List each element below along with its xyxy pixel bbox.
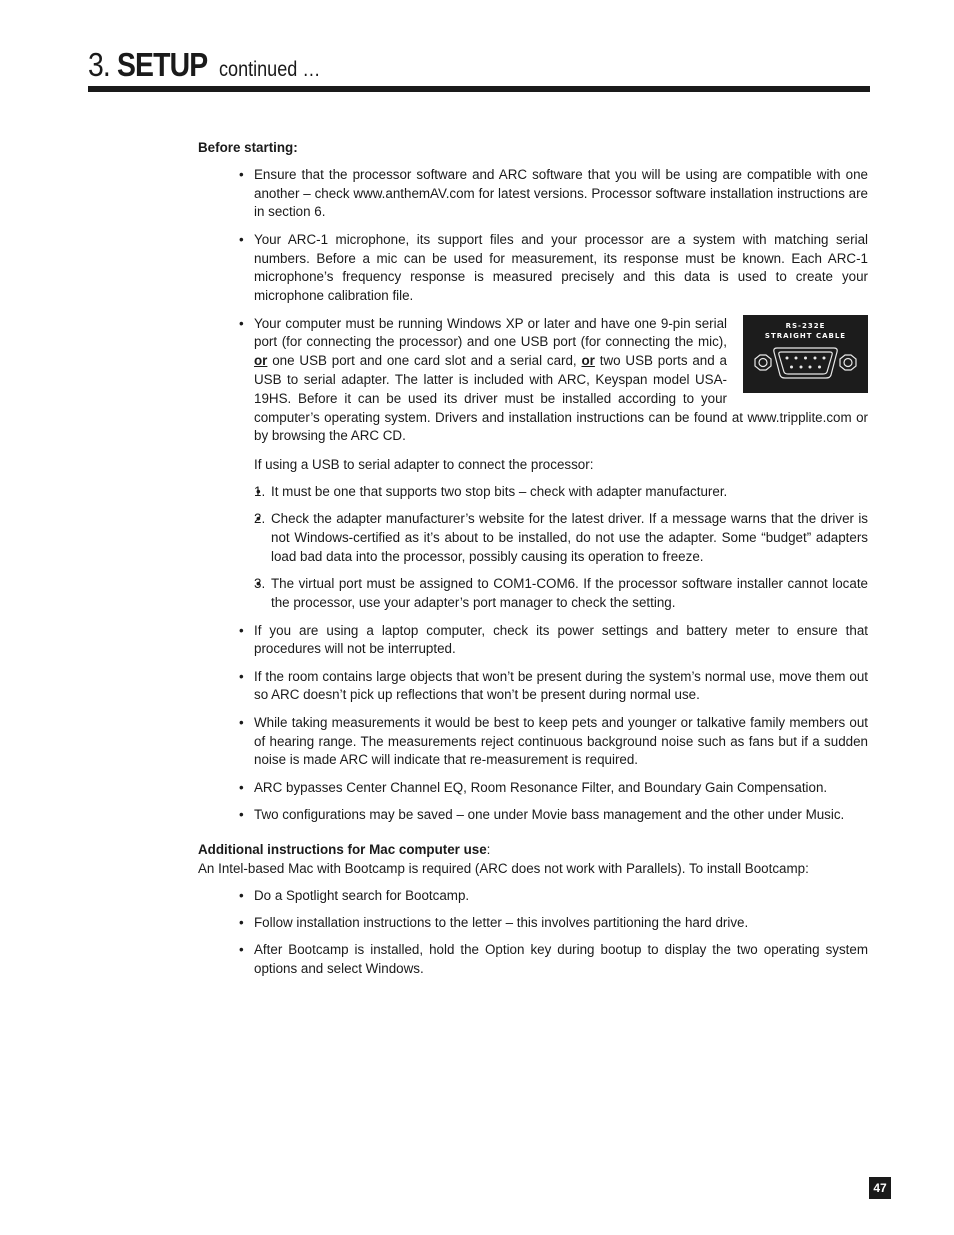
rs232-caption-line2: STRAIGHT CABLE — [764, 331, 847, 340]
bullet3-text-part1: Your computer must be running Windows XP or later and have one 9-pin serial port (for connecting the processor) and one USB port (for connecting the mic), — [254, 315, 727, 350]
list-item: • Ensure that the processor software and ARC software that you will be using are compatible with one another – check www.anthemAV.com for latest versions. Processor software installation instructions are in section 6. — [254, 166, 868, 222]
step-number: • 3. — [254, 576, 266, 592]
section-subtitle: continued … — [218, 58, 321, 81]
db9-connector-icon — [743, 315, 868, 393]
mac-instructions — [198, 841, 868, 979]
mac-intro: An Intel-based Mac with Bootcamp is required (ARC does not work with Parallels). To install Bootcamp: — [198, 860, 809, 876]
list-item: • If the room contains large objects that won’t be present during the system’s normal use, move them out so ARC doesn’t pick up reflections that won’t be present during normal use. — [254, 668, 868, 706]
or-emphasis: or — [581, 353, 595, 369]
rs232-cable-image — [743, 315, 868, 393]
list-item: • ARC bypasses Center Channel EQ, Room Resonance Filter, and Boundary Gain Compensation. — [254, 779, 868, 798]
list-item: • Do a Spotlight search for Bootcamp. — [254, 887, 868, 906]
list-item: • After Bootcamp is installed, hold the Option key during bootup to display the two operating system options and select Windows. — [254, 941, 868, 979]
list-item — [254, 315, 868, 613]
step-text: The virtual port must be assigned to COM1-COM6. If the processor software installer cannot locate the processor, use your adapter’s port manager to check the setting. — [271, 576, 868, 611]
mac-heading-line — [198, 841, 868, 860]
page-number: 47 — [869, 1177, 891, 1199]
list-item: • Your ARC-1 microphone, its support files and your processor are a system with matching serial numbers. Before a mic can be used for measurement, its response must be known. Each ARC-1 microphone’s frequency response is measured precisely and this data is used to create your microphone calibration file. — [254, 231, 868, 306]
section-number: 3. — [88, 46, 110, 83]
mac-heading: Additional instructions for Mac computer use — [198, 842, 487, 858]
step-number: • 1. — [254, 483, 266, 499]
step-item — [254, 510, 868, 566]
bullet3-text-part3: two USB ports and a USB to serial adapter. The latter is included with ARC, Keyspan model USA-19HS. Before it can be used its driver must be installed according to your computer’s operating system. Drivers and installation instructions can be found at www.tripplite.com or by browsing the ARC CD. — [254, 353, 868, 444]
mac-heading-colon: : — [486, 842, 491, 858]
list-item: • If you are using a laptop computer, check its power settings and battery meter to ensure that procedures will not be interrupted. — [254, 622, 868, 660]
section-name: SETUP — [116, 46, 207, 83]
step-item — [254, 575, 868, 613]
list-item: • Two configurations may be saved – one under Movie bass management and the other under Music. — [254, 806, 868, 825]
list-item: • Follow installation instructions to the letter – this involves partitioning the hard drive. — [254, 914, 868, 933]
header-rule — [88, 86, 870, 92]
before-starting-heading: Before starting: — [198, 140, 298, 155]
page-body — [198, 139, 868, 988]
mac-list — [198, 887, 868, 979]
section-header — [88, 46, 870, 92]
step-text: Check the adapter manufacturer’s website for the latest driver. If a message warns that the driver is not Windows-certified as it’s about to be installed, do not use the adapter. Some “budget” adapters load bad data into the processor, possibly causing its operation to freeze. — [271, 511, 868, 564]
step-number: • 2. — [254, 511, 266, 527]
step-text: It must be one that supports two stop bits – check with adapter manufacturer. — [271, 483, 728, 499]
usb-adapter-intro: If using a USB to serial adapter to connect the processor: — [254, 457, 594, 473]
rs232-caption-line1: • RS-232E — [785, 321, 826, 330]
usb-adapter-steps — [254, 483, 868, 613]
or-emphasis: or — [254, 353, 268, 369]
before-starting-list — [198, 166, 868, 825]
list-item: • While taking measurements it would be best to keep pets and younger or talkative family members out of hearing range. The measurements reject continuous background noise such as fans but if a sudden noise is made ARC will indicate that re-measurement is required. — [254, 714, 868, 770]
step-item — [254, 483, 868, 502]
section-title — [88, 48, 320, 86]
bullet3-text-part2: one USB port and one card slot and a serial card, — [267, 353, 582, 369]
